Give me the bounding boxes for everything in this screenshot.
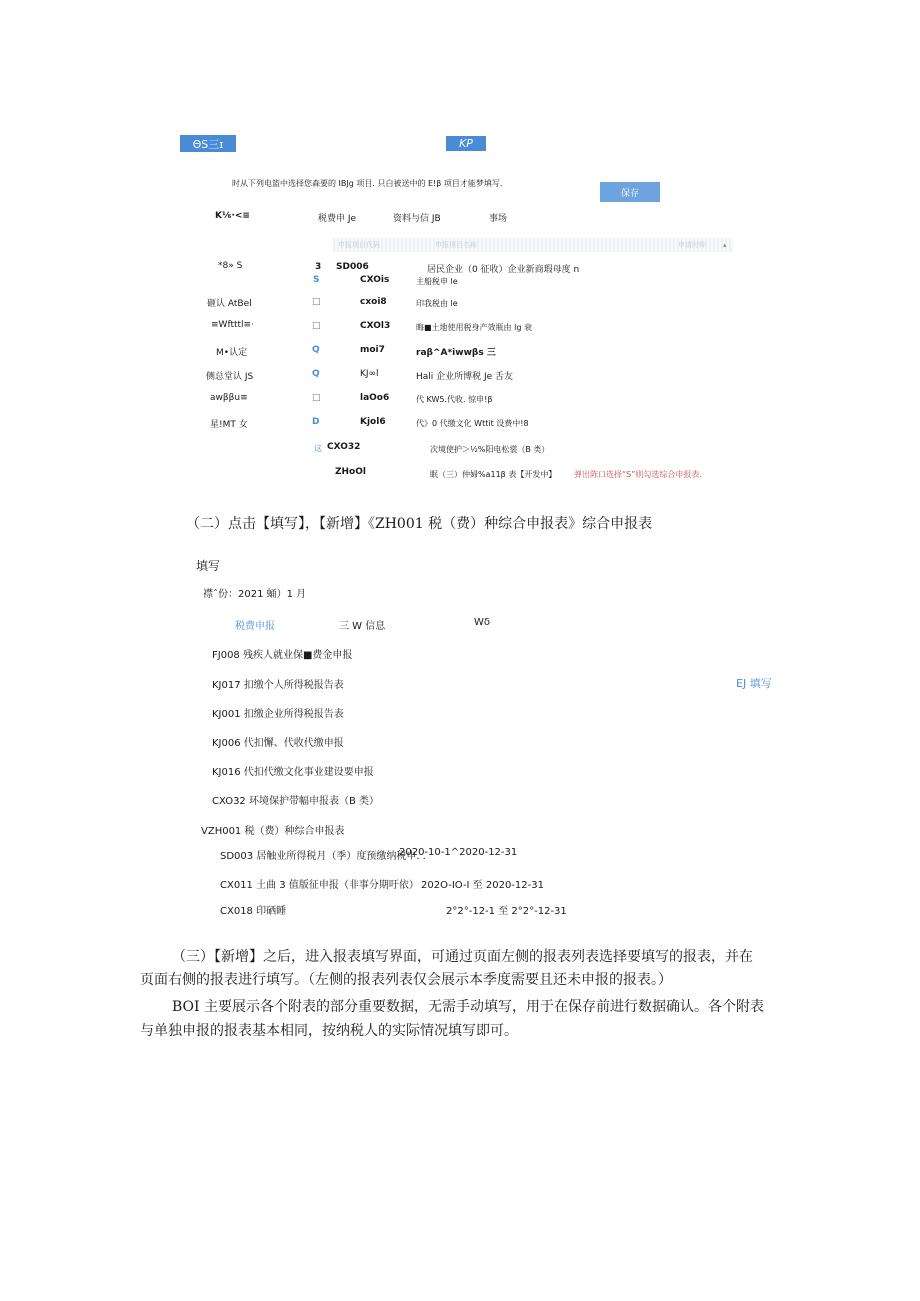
- row-name: 主船税申 le: [416, 277, 458, 286]
- grid-header-type: 申请时种: [678, 241, 706, 249]
- row-name: 印我税由 le: [416, 299, 458, 308]
- row-name: 居民企业（0 征收）企业新商瑕母度 n: [427, 265, 580, 275]
- report-group[interactable]: VZH001 税（费）种综合申报表: [201, 826, 345, 837]
- row-mark[interactable]: D: [312, 417, 320, 427]
- top-left-button[interactable]: ΘS三ɪ: [180, 135, 236, 152]
- row-code: moi7: [360, 345, 385, 355]
- sub-item-name[interactable]: SD003 居触业所得税月（季）度预缴纳税申. .: [220, 851, 426, 862]
- sub-item-period: 202O-IO-I 至 2020-12-31: [421, 880, 544, 891]
- left-label[interactable]: awββu≡: [210, 393, 248, 403]
- report-item[interactable]: KJ006 代扣懈、代收代缴申报: [212, 738, 344, 749]
- tab-other[interactable]: Wδ: [474, 617, 491, 628]
- row-code: SD006: [336, 262, 369, 272]
- tab-tax-report[interactable]: 税费申报: [235, 621, 275, 632]
- row-mark[interactable]: 这: [314, 444, 322, 453]
- grid-header-code: 申报项目代码: [338, 241, 380, 249]
- report-item[interactable]: KJ016 代扣代缴文化事业建设要申报: [212, 767, 374, 778]
- row-mark[interactable]: Q: [312, 369, 320, 379]
- col-header-4[interactable]: 事场: [489, 214, 508, 224]
- fill-link[interactable]: EJ 填写: [736, 677, 772, 690]
- row-checkbox[interactable]: □: [312, 297, 321, 307]
- row-name: raβ^A*iwwβs 三: [416, 348, 496, 358]
- row-code: laOo6: [360, 393, 390, 403]
- report-item[interactable]: KJ017 扣缴个人所得税报告表: [212, 680, 344, 691]
- row-name: 眠（三）仲婦%a11β 表【开发中】: [430, 470, 557, 479]
- grid-header-name: 申报项目名称: [435, 241, 477, 249]
- row-code: Kjol6: [360, 417, 386, 427]
- left-label[interactable]: ≡Wftttl≡·: [211, 320, 254, 330]
- tab-info[interactable]: 三 W 信息: [339, 621, 386, 632]
- row-mark[interactable]: Q: [312, 345, 320, 355]
- report-item[interactable]: KJ001 扣缴企业所得税报告表: [212, 709, 344, 720]
- row-code: CXOis: [360, 275, 390, 285]
- row-checkbox[interactable]: □: [312, 393, 321, 403]
- row-code: CXO32: [327, 442, 361, 452]
- row-name: 代》0 代缴文化 Wttit 设费中!8: [416, 419, 529, 428]
- sub-item-period: 2°2°-12-1 至 2°2°-12-31: [446, 906, 567, 917]
- row-code: KJ∞l: [360, 369, 379, 379]
- fill-title: 填写: [196, 559, 221, 573]
- kp-button[interactable]: KP: [446, 136, 486, 151]
- report-item[interactable]: CXO32 环境保护带幅申报表（B 类）: [212, 796, 380, 807]
- left-label[interactable]: 侧总堂认 JS: [206, 372, 254, 382]
- row-name: 次境使护＞½%阳电松裳（B 类）: [430, 445, 550, 454]
- row-checkbox[interactable]: □: [312, 321, 321, 331]
- paragraph-4-line2: 与单独申报的报表基本相同，按纳税人的实际情况填写即可。: [140, 1023, 518, 1039]
- row-mark[interactable]: 3: [315, 262, 322, 272]
- row-code: cxoi8: [360, 297, 387, 307]
- row-note: 弹出陈口选择“S”则勾选综合申报表.: [574, 470, 702, 479]
- left-label[interactable]: 砸认 AtBel: [207, 299, 252, 309]
- report-item[interactable]: FJ008 残疾人就业保■费金申报: [212, 650, 353, 661]
- section-heading-2: （二）点击【填写】，【新增】《ZH001 税（费）种综合申报表》综合申报表: [186, 516, 653, 532]
- left-label[interactable]: *8» S: [218, 261, 243, 271]
- row-mark[interactable]: S: [313, 275, 320, 285]
- scroll-up-icon[interactable]: ▴: [723, 241, 727, 249]
- sub-item-name[interactable]: CX018 印硒睡: [220, 906, 287, 917]
- row-name: 晦■土地使用税身产效瓶由 lg 衰: [416, 323, 532, 332]
- row-name: Hali 企业所博税 Je 舌友: [416, 372, 514, 382]
- col-header-2[interactable]: 税费申 Je: [318, 214, 357, 224]
- row-code: CXOl3: [360, 321, 391, 331]
- instruction-text: 时从下列电篮中选择您森要的 IBJg 项目. 只白被送中的 E!β 项目才能梦填写.: [232, 179, 503, 188]
- col-header-3[interactable]: 资料与信 JB: [393, 214, 441, 224]
- left-label[interactable]: 星!MT 女: [210, 420, 248, 430]
- save-button[interactable]: 保存: [600, 182, 660, 202]
- paragraph-3-line1: （三）【新增】之后，进入报表填写界面，可通过页面左侧的报表列表选择要填写的报表，并在: [172, 949, 753, 965]
- col-header-1: K⅟₆·<≡: [215, 211, 250, 221]
- row-name: 代 KW5.代收. 惊申!β: [416, 395, 493, 404]
- sub-item-name[interactable]: CX011 土曲 3 值版征申报（非事分期吁依）: [220, 880, 419, 891]
- grid-header-bar: [333, 238, 733, 252]
- left-label[interactable]: M•认定: [216, 348, 248, 358]
- row-code: ZHoOl: [335, 467, 366, 477]
- period-label: 襟ˆ份：2021 蛹）1 月: [203, 589, 307, 600]
- sub-item-period: 2020-10-1^2020-12-31: [399, 847, 518, 858]
- paragraph-3-line2: 页面右侧的报表进行填写。（左侧的报表列表仅会展示本季度需要且还未申报的报表。）: [140, 972, 672, 988]
- paragraph-4-line1: BOI 主要展示各个附表的部分重要数据，无需手动填写，用于在保存前进行数据确认。各个附表: [172, 999, 765, 1015]
